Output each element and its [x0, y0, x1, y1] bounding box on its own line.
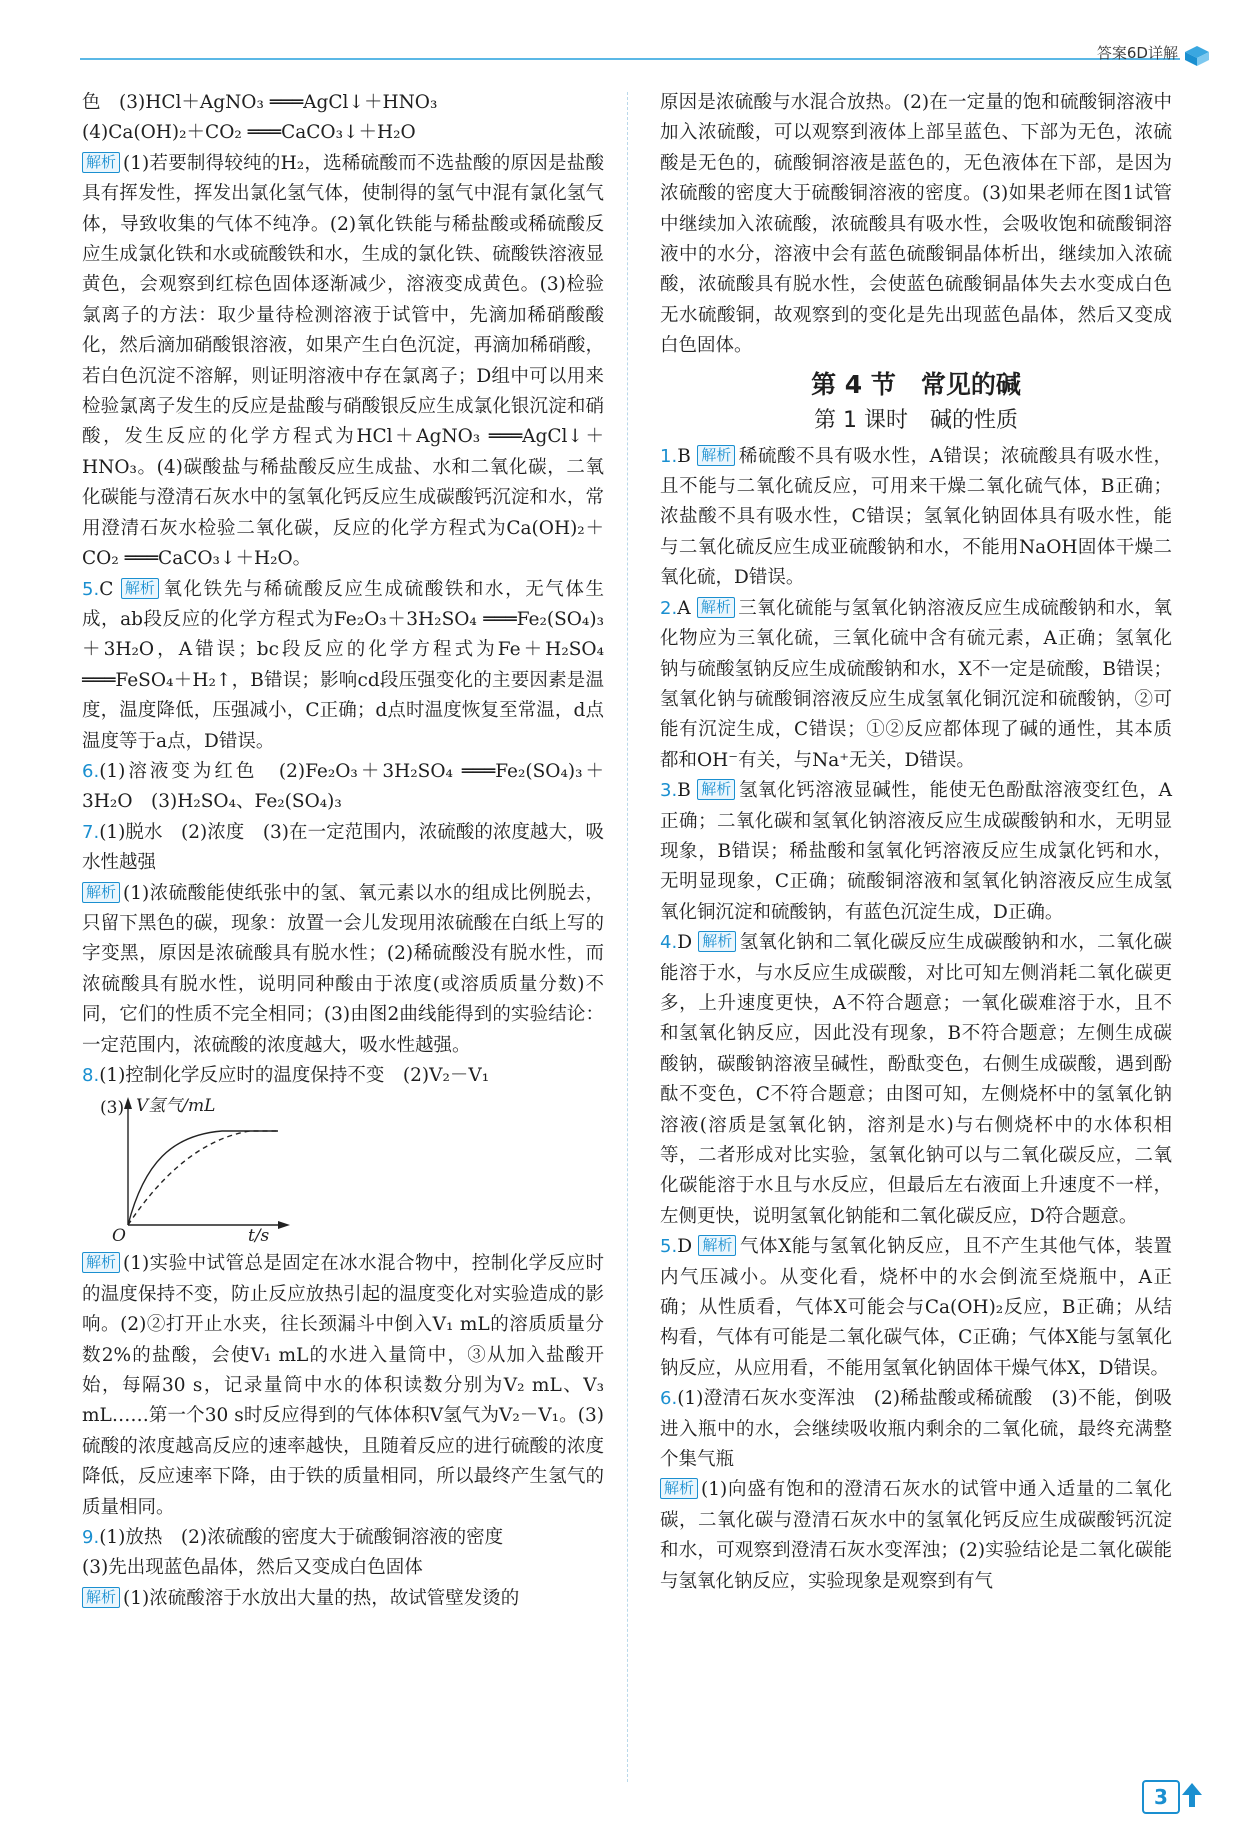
question-number: 3. [660, 780, 678, 802]
page-number: 3 [1142, 1780, 1180, 1814]
header-line [80, 58, 1180, 60]
right-column [660, 88, 1172, 1597]
q9-analysis-continued: 原因是浓硫酸与水混合放热。(2)在一定量的饱和硫酸铜溶液中加入浓硫酸，可以观察到液体上部呈蓝色、下部为无色，浓硫酸是无色的，硫酸铜溶液是蓝色的，无色液体在下部，是因为浓硫酸的密度大于硫酸铜溶液的密度。(3)如果老师在图1试管中继续加入浓硫酸，浓硫酸具有吸水性，会吸收饱和硫酸铜溶液中的水分，溶液中会有蓝色硫酸铜晶体析出，继续加入浓硫酸，浓硫酸具有脱水性，会使蓝色硫酸铜晶体失去水变成白色无水硫酸铜，故观察到的变化是先出现蓝色晶体，然后又变成白色固体。 [660, 92, 1172, 357]
q7-text: (1)脱水 (2)浓度 (3)在一定范围内，浓硫酸的浓度越大，吸水性越强 [82, 821, 604, 874]
question-number: 1. [660, 445, 678, 467]
q6-answer [82, 757, 604, 818]
analysis-badge: 解析 [82, 1252, 120, 1273]
left-column [82, 88, 604, 1614]
q8-graph [82, 1093, 604, 1247]
graph-solid-curve [128, 1131, 278, 1225]
question-number: 6. [660, 1388, 678, 1410]
r-q4-choice: D [677, 932, 693, 954]
analysis-badge: 解析 [697, 445, 735, 466]
analysis-badge: 解析 [697, 779, 735, 800]
r-q2-analysis-text: 三氧化硫能与氢氧化钠溶液反应生成硫酸钠和水，氧化物应为三氧化硫，三氧化硫中含有硫元素，A正确；氢氧化钠与硫酸氢钠反应生成硫酸钠和水，X不一定是硫酸，B错误；氢氧化钠与硫酸铜溶液反应生成氢氧化铜沉淀和硫酸钠，②可能有沉淀生成，C错误；①②反应都体现了碱的通性，其本质都和OH⁻有关，与Na⁺无关，D错误。 [660, 597, 1172, 771]
r-q3-analysis-text: 氢氧化钙溶液显碱性，能使无色酚酞溶液变红色，A正确；二氧化碳和氢氧化钠溶液反应生成碳酸钠和水，无明显现象，B错误；稀盐酸和氢氧化钙溶液反应生成氯化钙和水，无明显现象，C正确；硫酸铜溶液和氢氧化钠溶液反应生成氢氧化铜沉淀和硫酸钠，有蓝色沉淀生成，D正确。 [660, 780, 1172, 923]
q8-analysis-text: (1)实验中试管总是固定在冰水混合物中，控制化学反应时的温度保持不变，防止反应放热引起的温度变化对实验造成的影响。(2)②打开止水夹，往长颈漏斗中倒入V₁ mL的溶质质量分数2%的盐酸，会使V₁ mL的水进入量筒中，③从加入盐酸开始，每隔30 s，记录量筒中水的体积读数分别为V₂ mL、V₃ mL……第一个30 s时反应得到的气体体积V氢气为V₂－V₁。(3)硫酸的浓度越高反应的速率越快，且随着反应的进行硫酸的浓度降低，反应速率下降，由于铁的质量相同，所以最终产生氢气的质量相同。 [82, 1253, 604, 1518]
q4-analysis [82, 149, 604, 575]
q9-answer-line2: (3)先出现蓝色晶体，然后又变成白色固体 [82, 1557, 423, 1579]
question-number: 7. [82, 821, 100, 843]
graph-dashed-curve [128, 1131, 278, 1225]
q9-answer [82, 1523, 604, 1553]
question-number: 5. [660, 1236, 678, 1258]
up-arrow-icon [1180, 1781, 1204, 1809]
q8-answer [82, 1061, 604, 1091]
r-q5-answer [660, 1232, 1172, 1384]
q8-analysis [82, 1249, 604, 1523]
r-q4-analysis-text: 氢氧化钠和二氧化碳反应生成碳酸钠和水，二氧化碳能溶于水，与水反应生成碳酸，对比可知左侧消耗二氧化碳更多，上升速度更快，A不符合题意；一氧化碳难溶于水，且不和氢氧化钠反应，因此没有现象，B不符合题意；左侧生成碳酸钠，碳酸钠溶液呈碱性，酚酞变色，右侧生成碳酸，遇到酚酞不变色，C不符合题意；由图可知，左侧烧杯中的氢氧化钠溶液(溶质是氢氧化钠，溶剂是水)与右侧烧杯中的水体积相等，二者形成对比实验，氢氧化钠可以与二氧化碳反应，二氧化碳能溶于水且与水反应，但最后左右液面上升速度不一样，左侧更快，说明氢氧化钠能和二氧化碳反应，D符合题意。 [660, 932, 1172, 1227]
question-number: 4. [660, 932, 678, 954]
q7-analysis-text: (1)浓硫酸能使纸张中的氢、氧元素以水的组成比例脱去，只留下黑色的碳，现象：放置一会儿发现用浓硫酸在白纸上写的字变黑，原因是浓硫酸具有脱水性；(2)稀硫酸没有脱水性，而浓硫酸具有脱水性，说明同种酸由于浓度(或溶质质量分数)不同，它们的性质不完全相同；(3)由图2曲线能得到的实验结论：一定范围内，浓硫酸的浓度越大，吸水性越强。 [82, 882, 604, 1056]
q7-answer [82, 818, 604, 879]
q9-analysis [82, 1584, 604, 1614]
header-label: 答案6D详解 [1096, 44, 1178, 62]
analysis-badge: 解析 [660, 1478, 698, 1499]
q6-text: (1)溶液变为红色 (2)Fe₂O₃＋3H₂SO₄ ═══Fe₂(SO₄)₃＋3H₂O (3)H₂SO₄、Fe₂(SO₄)₃ [82, 760, 604, 813]
column-divider [627, 92, 628, 1782]
r-q3-choice: B [677, 780, 691, 802]
r-q1-analysis-text: 稀硫酸不具有吸水性，A错误；浓硫酸具有吸水性，且不能与二氧化硫反应，可用来干燥二氧化硫气体，B正确；浓盐酸不具有吸水性，C错误；氢氧化钠固体具有吸水性，能与二氧化硫反应生成亚硫酸钠和水，不能用NaOH固体干燥二氧化硫，D错误。 [660, 445, 1172, 589]
r-q2-choice: A [677, 597, 691, 619]
question-number: 9. [82, 1527, 100, 1549]
analysis-badge: 解析 [82, 152, 120, 173]
analysis-badge: 解析 [82, 1587, 120, 1608]
q5-answer [82, 575, 604, 757]
analysis-badge: 解析 [82, 882, 120, 903]
r-q1-answer [660, 442, 1172, 594]
r-q6-analysis [660, 1475, 1172, 1597]
analysis-badge: 解析 [698, 931, 736, 952]
analysis-badge: 解析 [698, 1235, 736, 1256]
r-q5-analysis-text: 气体X能与氢氧化钠反应，且不产生其他气体，装置内气压减小。从变化看，烧杯中的水会倒流至烧瓶中，A正确；从性质看，气体X可能会与Ca(OH)₂反应，B正确；从结构看，气体有可能是二氧化碳气体，C正确；气体X能与氢氧化钠反应，从应用看，不能用氢氧化钠固体干燥气体X，D错误。 [660, 1236, 1172, 1379]
question-number: 6. [82, 760, 100, 782]
book-icon [1184, 44, 1210, 68]
r-q4-answer [660, 928, 1172, 1232]
r-q6-answer [660, 1384, 1172, 1475]
graph-origin-label: O [112, 1226, 126, 1247]
graph-x-arrow [278, 1221, 290, 1229]
r-q6-analysis-text: (1)向盛有饱和的澄清石灰水的试管中通入适量的二氧化碳，二氧化碳与澄清石灰水中的氢氧化钙反应生成碳酸钙沉淀和水，可观察到澄清石灰水变浑浊；(2)实验结论是二氧化碳能与氢氧化钠反应，实验现象是观察到有气 [660, 1479, 1172, 1592]
question-number: 5. [82, 578, 100, 600]
q8-text: (1)控制化学反应时的温度保持不变 (2)V₂－V₁ [99, 1065, 490, 1086]
r-q5-choice: D [677, 1236, 693, 1258]
graph-x-label: t/s [248, 1226, 270, 1247]
answer-line-q4-4: (4)Ca(OH)₂＋CO₂ ═══CaCO₃↓＋H₂O [82, 122, 416, 144]
r-q2-answer [660, 594, 1172, 776]
q5-choice: C [99, 578, 114, 600]
q9-analysis-text: (1)浓硫酸溶于水放出大量的热，故试管壁发烫的 [123, 1587, 520, 1609]
q5-analysis-text: 氧化铁先与稀硫酸反应生成硫酸铁和水，无气体生成，ab段反应的化学方程式为Fe₂O₃＋3H₂SO₄ ═══Fe₂(SO₄)₃＋3H₂O，A错误；bc段反应的化学方程式为Fe＋H₂SO₄ ═══FeSO₄＋H₂↑，B错误；影响cd段压强变化的主要因素是温度，温度降低，压强减小，C正确；d点时温度恢复至常温，d点温度等于a点，D错误。 [82, 578, 604, 752]
analysis-badge: 解析 [697, 597, 735, 618]
graph-q8-label: (3) [100, 1098, 125, 1119]
analysis-badge: 解析 [121, 578, 159, 599]
lesson-title: 第 1 课时 碱的性质 [814, 407, 1018, 433]
question-number: 2. [660, 597, 678, 619]
graph-y-arrow [124, 1097, 132, 1109]
r-q1-choice: B [677, 445, 691, 467]
q7-analysis [82, 879, 604, 1061]
r-q3-answer [660, 776, 1172, 928]
answer-line-q4-3: 色 (3)HCl＋AgNO₃ ═══AgCl↓＋HNO₃ [82, 92, 438, 113]
section-title: 第 4 节 常见的碱 [811, 369, 1021, 399]
question-number: 8. [82, 1065, 100, 1086]
q4-analysis-text: (1)若要制得较纯的H₂，选稀硫酸而不选盐酸的原因是盐酸具有挥发性，挥发出氯化氢气体，使制得的氢气中混有氯化氢气体，导致收集的气体不纯净。(2)氧化铁能与稀盐酸或稀硫酸反应生成氯化铁和水或硫酸铁和水，生成的氯化铁、硫酸铁溶液显黄色，会观察到红棕色固体逐渐减少，溶液变成黄色。(3)检验氯离子的方法：取少量待检测溶液于试管中，先滴加稀硝酸酸化，然后滴加硝酸银溶液，如果产生白色沉淀，再滴加稀硝酸，若白色沉淀不溶解，则证明溶液中存在氯离子；D组中可以用来检验氯离子发生的反应是盐酸与硝酸银反应生成氯化银沉淀和硝酸，发生反应的化学方程式为HCl＋AgNO₃ ═══AgCl↓＋HNO₃。(4)碳酸盐与稀盐酸反应生成盐、水和二氧化碳，二氧化碳能与澄清石灰水中的氢氧化钙反应生成碳酸钙沉淀和水，常用澄清石灰水检验二氧化碳，反应的化学方程式为Ca(OH)₂＋CO₂ ═══CaCO₃↓＋H₂O。 [82, 152, 604, 570]
r-q6-text: (1)澄清石灰水变浑浊 (2)稀盐酸或稀硫酸 (3)不能，倒吸进入瓶中的水，会继续吸收瓶内剩余的二氧化硫，最终充满整个集气瓶 [660, 1388, 1172, 1471]
graph-y-label: V氢气/mL [136, 1096, 216, 1117]
q9-text: (1)放热 (2)浓硫酸的密度大于硫酸铜溶液的密度 [99, 1527, 504, 1549]
